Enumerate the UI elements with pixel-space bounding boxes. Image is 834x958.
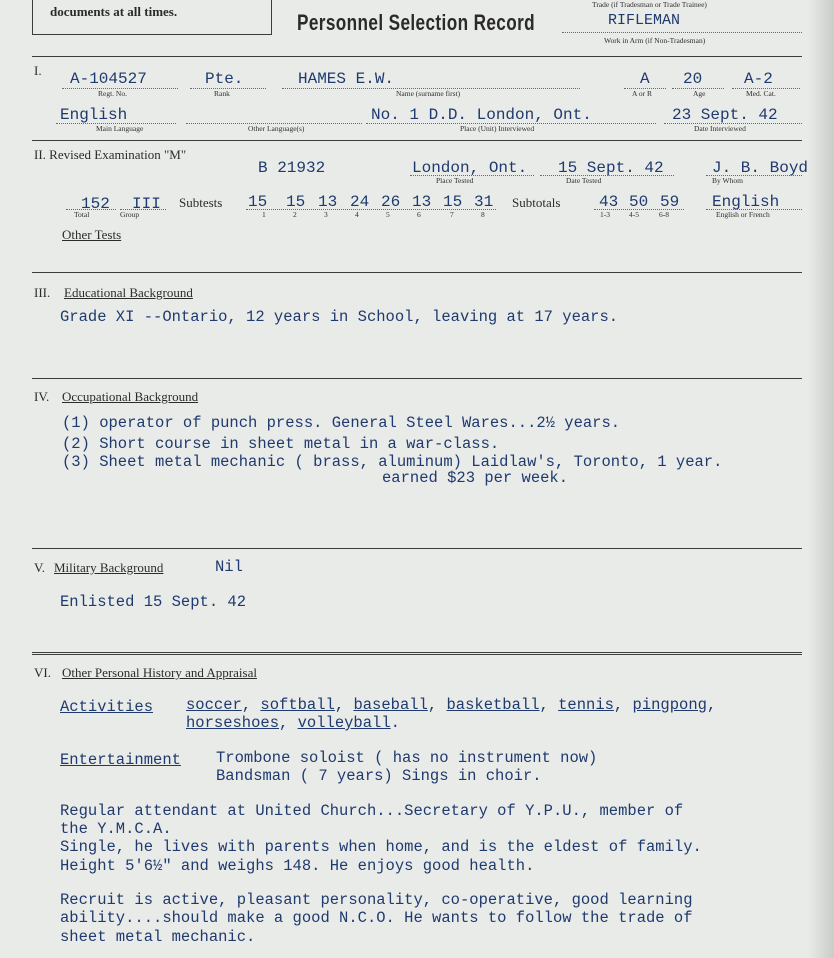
subtotal-value: 43 xyxy=(599,193,619,211)
subtest-value: 13 xyxy=(318,193,338,211)
occupation-line: (3) Sheet metal mechanic ( brass, aluminum) Laidlaw's, Toronto, 1 year. xyxy=(62,453,723,471)
activity-item: horseshoes xyxy=(186,714,280,732)
activity-item: soccer xyxy=(186,696,242,714)
educational-background-text: Grade XI --Ontario, 12 years in School, leaving at 17 years. xyxy=(60,308,619,326)
subtest-number: 7 xyxy=(450,210,454,219)
subtest-value: 13 xyxy=(412,193,432,211)
activity-item: basketball xyxy=(446,696,540,714)
subtests-label: Subtests xyxy=(179,195,223,210)
section5-label: Military Background xyxy=(54,560,164,575)
entertainment-line: Trombone soloist ( has no instrument now) xyxy=(216,749,598,767)
page-edge-shadow xyxy=(808,0,834,958)
subtotal-value: 50 xyxy=(629,193,649,211)
subtest-number: 6 xyxy=(417,210,421,219)
subtotal-value: 59 xyxy=(660,193,680,211)
military-background-value: Nil xyxy=(215,558,243,576)
a-or-r-caption: A or R xyxy=(632,89,653,98)
rank-caption: Rank xyxy=(214,89,230,98)
name-caption: Name (surname first) xyxy=(396,89,461,98)
subtest-value: 15 xyxy=(286,193,306,211)
entertainment-line: Bandsman ( 7 years) Sings in choir. xyxy=(216,767,542,785)
activity-item: volleyball xyxy=(297,714,391,732)
place-interviewed-caption: Place (Unit) Interviewed xyxy=(460,124,535,133)
appraisal-line: sheet metal mechanic. xyxy=(60,928,256,946)
subtest-value: 26 xyxy=(381,193,401,211)
occupation-earnings: earned $23 per week. xyxy=(382,469,569,487)
med-cat-value: A-2 xyxy=(744,70,773,88)
group-caption: Group xyxy=(120,210,140,219)
section5-numeral: V. xyxy=(34,560,45,575)
section-divider xyxy=(32,56,802,57)
subtest-number: 4 xyxy=(355,210,359,219)
section4-label: Occupational Background xyxy=(62,389,199,404)
activity-item: pingpong xyxy=(632,696,707,714)
subtotal-range: 1-3 xyxy=(600,210,610,219)
group-value: III xyxy=(132,195,161,213)
occupation-line: (1) operator of punch press. General Steel Wares...2½ years. xyxy=(62,414,621,432)
activities-line: soccer, softball, baseball, basketball, tennis, pingpong, xyxy=(186,696,717,714)
a-or-r-value: A xyxy=(640,70,650,88)
total-value: 152 xyxy=(81,195,110,213)
subtest-value: 31 xyxy=(474,193,494,211)
history-line: Regular attendant at United Church...Secretary of Y.P.U., member of xyxy=(60,802,684,820)
section6-numeral: VI. xyxy=(34,665,51,680)
med-cat-caption: Med. Cat. xyxy=(746,89,776,98)
subtest-value: 15 xyxy=(443,193,463,211)
subtest-number: 1 xyxy=(262,210,266,219)
regt-no-caption: Regt. No. xyxy=(98,89,127,98)
age-caption: Age xyxy=(693,89,706,98)
date-tested-caption: Date Tested xyxy=(566,176,602,185)
activity-item: softball xyxy=(260,696,335,714)
english-french-value: English xyxy=(712,193,780,211)
section1-numeral: I. xyxy=(34,63,42,78)
section3-numeral: III. xyxy=(34,285,51,300)
activity-item: tennis xyxy=(558,696,614,714)
other-tests-label: Other Tests xyxy=(62,227,122,242)
subtotal-range: 6-8 xyxy=(659,210,669,219)
section3-label: Educational Background xyxy=(64,285,193,300)
subtest-number: 5 xyxy=(386,210,390,219)
place-tested-value: London, Ont. xyxy=(412,159,528,177)
rank-value: Pte. xyxy=(205,70,244,88)
subtest-value: 15 xyxy=(248,193,268,211)
documents-note: documents at all times. xyxy=(50,4,178,19)
subtotal-range: 4-5 xyxy=(629,210,639,219)
activities-label: Activities xyxy=(60,698,154,716)
place-interviewed-value: No. 1 D.D. London, Ont. xyxy=(371,106,592,124)
occupation-line: (2) Short course in sheet metal in a war-class. xyxy=(62,435,500,453)
age-value: 20 xyxy=(683,70,703,88)
subtest-number: 8 xyxy=(481,210,485,219)
history-line: Height 5'6½" and weighs 148. He enjoys good health. xyxy=(60,857,535,875)
name-value: HAMES E.W. xyxy=(298,70,395,88)
activities-line: horseshoes, volleyball. xyxy=(186,714,400,732)
tested-by-value: J. B. Boyd xyxy=(712,159,809,177)
section-divider xyxy=(32,652,802,655)
section6-label: Other Personal History and Appraisal xyxy=(62,665,257,680)
date-tested-value: 15 Sept. 42 xyxy=(558,159,664,177)
date-interviewed-value: 23 Sept. 42 xyxy=(672,106,778,124)
section-divider xyxy=(32,548,802,549)
appraisal-line: ability....should make a good N.C.O. He wants to follow the trade of xyxy=(60,909,693,927)
place-tested-caption: Place Tested xyxy=(436,176,474,185)
other-language-caption: Other Language(s) xyxy=(248,124,305,133)
main-language-caption: Main Language xyxy=(96,124,144,133)
enlisted-date: Enlisted 15 Sept. 42 xyxy=(60,593,247,611)
entertainment-label: Entertainment xyxy=(60,751,181,769)
subtotals-label: Subtotals xyxy=(512,195,561,210)
subtest-value: 24 xyxy=(350,193,370,211)
page-title: Personnel Selection Record xyxy=(297,10,536,35)
section2-label: II. Revised Examination "M" xyxy=(34,147,187,162)
history-line: the Y.M.C.A. xyxy=(60,820,172,838)
subtest-number: 2 xyxy=(293,210,297,219)
activity-item: baseball xyxy=(353,696,428,714)
section-divider xyxy=(32,272,802,273)
exam-form-number: B 21932 xyxy=(258,159,326,177)
section4-numeral: IV. xyxy=(34,389,50,404)
total-caption: Total xyxy=(74,210,90,219)
work-caption: Work in Arm (if Non-Tradesman) xyxy=(604,36,706,45)
appraisal-line: Recruit is active, pleasant personality, co-operative, good learning xyxy=(60,891,693,909)
trade-caption: Trade (if Tradesman or Trade Trainee) xyxy=(592,0,707,9)
history-line: Single, he lives with parents when home, and is the eldest of family. xyxy=(60,838,702,856)
section-divider xyxy=(32,140,802,141)
regt-no-value: A-104527 xyxy=(70,70,147,88)
tested-by-caption: By Whom xyxy=(712,176,743,185)
english-french-caption: English or French xyxy=(716,210,770,219)
main-language-value: English xyxy=(60,106,128,124)
section-divider xyxy=(32,378,802,379)
trade-value: RIFLEMAN xyxy=(608,12,681,29)
subtest-number: 3 xyxy=(324,210,328,219)
date-interviewed-caption: Date Interviewed xyxy=(694,124,746,133)
